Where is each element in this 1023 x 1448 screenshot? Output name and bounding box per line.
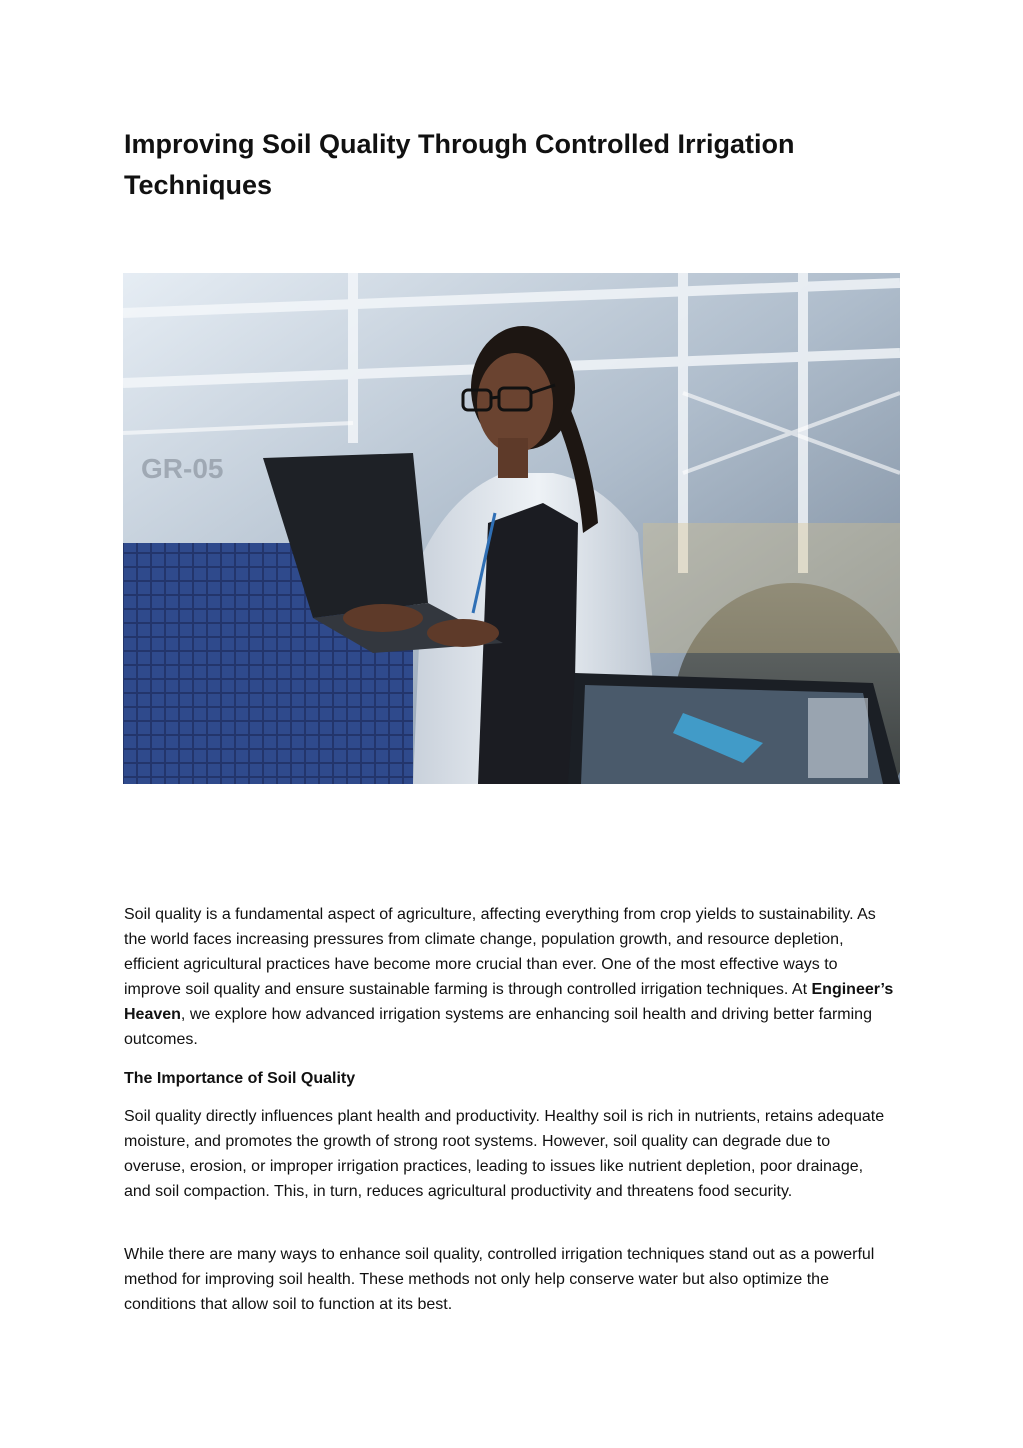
brand-name: Engineer’s Heaven [124,981,894,1023]
intro-text-end: , we explore how advanced irrigation systems are enhancing soil health and driving better farming outcomes. [124,1006,872,1048]
engineer-with-laptop-illustration [123,273,900,784]
wall-text: GR-05 [141,453,224,484]
intro-paragraph [124,902,894,1052]
paragraph-soil-quality: Soil quality directly influences plant health and productivity. Healthy soil is rich in nutrients, retains adequate moisture, and promotes the growth of strong root systems. However, soil quality can degrade due to overuse, erosion, or improper irrigation practices, leading to issues like nutrient depletion, poor drainage, and soil compaction. This, in turn, reduces agricultural productivity and threatens food security. [124,1108,885,1200]
intro-text-start: Soil quality is a fundamental aspect of agriculture, affecting everything from crop yields to sustainability. As the world faces increasing pressures from climate change, population growth, and resource depletion, efficient agricultural practices have become more crucial than ever. One of the most effective ways to improve soil quality and ensure sustainable farming is through controlled irrigation techniques. At [124,906,876,998]
section-heading: The Importance of Soil Quality [124,1070,356,1087]
hero-photo [123,273,900,784]
paragraph-controlled-irrigation: While there are many ways to enhance soil quality, controlled irrigation techniques stand out as a powerful method for improving soil health. These methods not only help conserve water but also optimize the conditions that allow soil to function at its best. [124,1246,875,1313]
article-title: Improving Soil Quality Through Controlled Irrigation Techniques [124,129,795,200]
